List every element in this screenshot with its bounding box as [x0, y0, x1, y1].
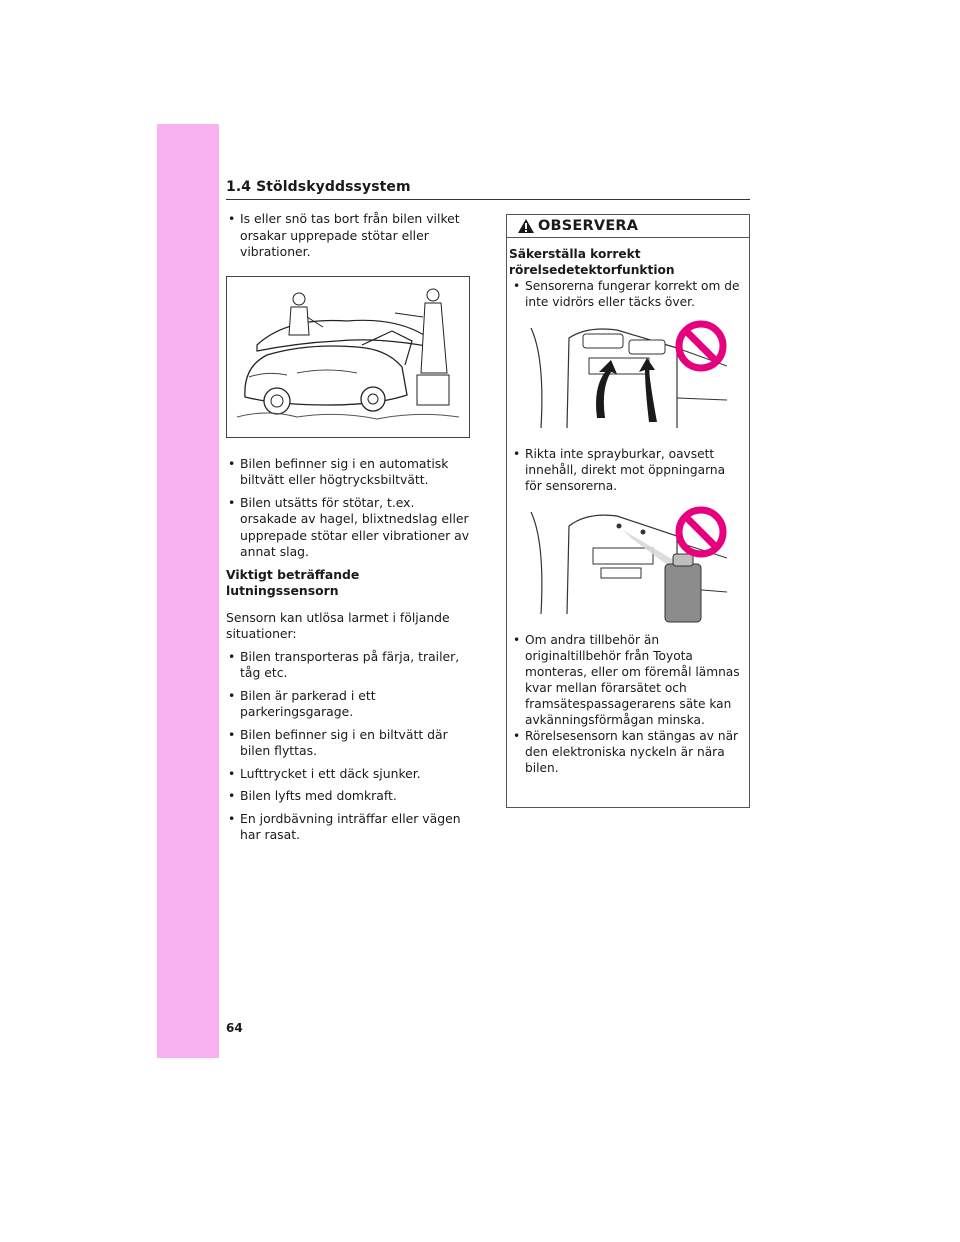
list-item: • Bilen befinner sig i en automatisk biltvätt eller högtrycksbiltvätt.: [226, 456, 472, 489]
left-column: [226, 211, 472, 850]
notice-body: [507, 238, 749, 776]
bullet-list-b: [226, 649, 472, 844]
chapter-tab: [157, 124, 219, 1058]
list-item: • Bilen befinner sig i en biltvätt där bilen flyttas.: [226, 727, 472, 760]
list-item: • Lufttrycket i ett däck sjunker.: [226, 766, 472, 783]
list-item: • Bilen utsätts för stötar, t.ex. orsakade av hagel, blixtnedslag eller upprepade stötar eller vibrationer av annat slag.: [226, 495, 472, 561]
page-number: 64: [226, 1021, 243, 1035]
notice-header: [507, 215, 749, 238]
list-item: • Om andra tillbehör än originaltillbehör från Toyota monteras, eller om föremål lämnas kvar mellan förarsätet och framsätespassagerarens säte kan avkänningsförmågan minska.: [509, 632, 741, 728]
notice-box: [506, 214, 750, 808]
list-item: • En jordbävning inträffar eller vägen har rasat.: [226, 811, 472, 844]
header-rule: [226, 199, 750, 200]
list-item: • Bilen lyfts med domkraft.: [226, 788, 472, 805]
notice-title: OBSERVERA: [538, 218, 639, 234]
tilt-sensor-paragraph: Sensorn kan utlösa larmet i följande situationer:: [226, 609, 450, 641]
tilt-sensor-heading: Viktigt beträffande lutningssensorn: [226, 566, 360, 598]
sensor-cover-illustration: [527, 318, 727, 438]
warning-icon: [517, 218, 535, 234]
notice-heading: Säkerställa korrekt rörelsedetektorfunktion: [509, 247, 675, 277]
bullet-list-a: [226, 456, 472, 561]
list-item: • Is eller snö tas bort från bilen vilket orsakar upprepade stötar eller vibrationer.: [226, 211, 472, 261]
list-item: • Bilen transporteras på färja, trailer, tåg etc.: [226, 649, 472, 682]
list-item: • Rikta inte sprayburkar, oavsett innehåll, direkt mot öppningarna för sensorerna.: [509, 446, 741, 494]
list-item: • Bilen är parkerad i ett parkeringsgarage.: [226, 688, 472, 721]
section-title: 1.4 Stöldskyddssystem: [226, 179, 411, 195]
list-item: • Rörelsesensorn kan stängas av när den elektroniska nyckeln är nära bilen.: [509, 728, 741, 776]
spray-can-illustration: [527, 502, 727, 624]
list-item: • Sensorerna fungerar korrekt om de inte vidrörs eller täcks över.: [509, 278, 741, 310]
snow-removal-illustration: [226, 276, 470, 438]
